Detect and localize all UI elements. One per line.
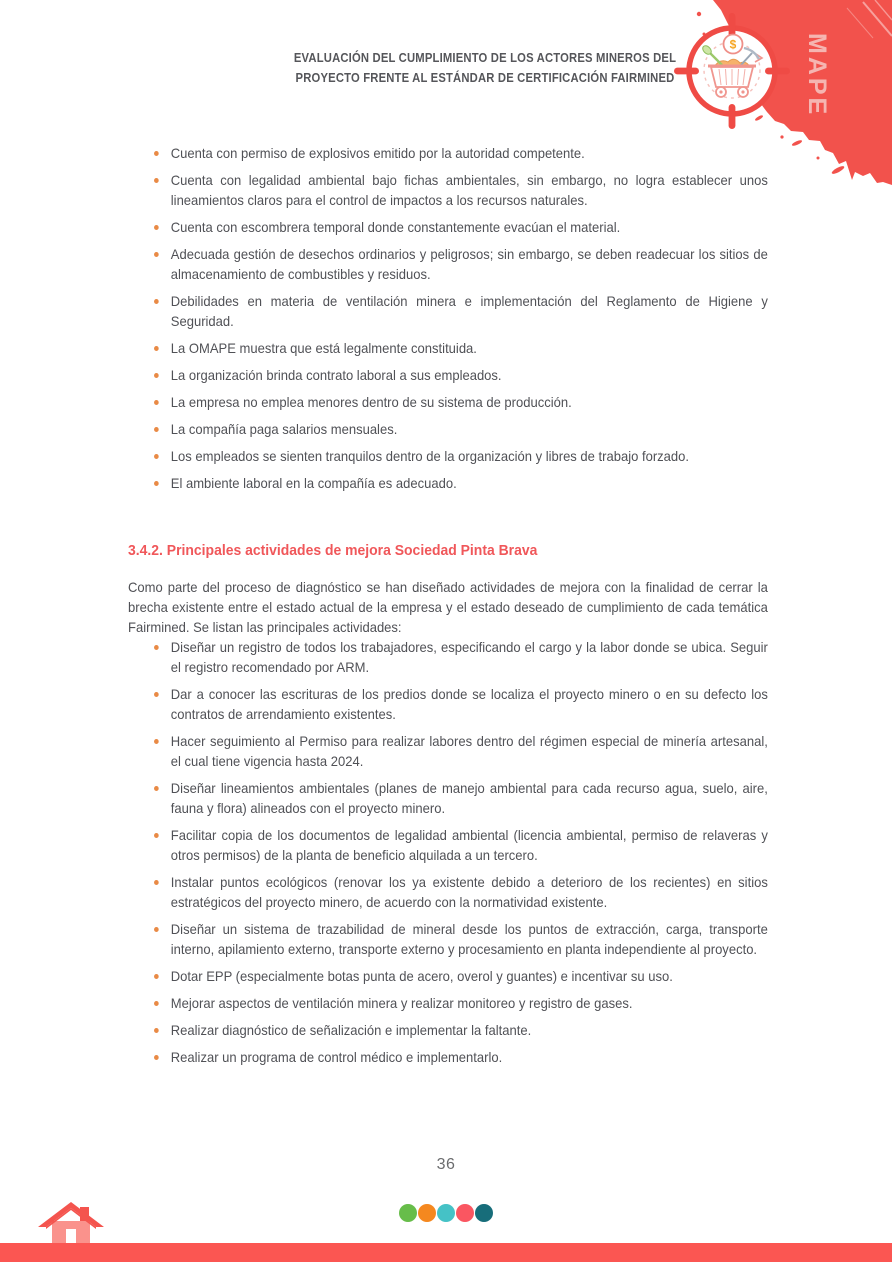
list-item: La compañía paga salarios mensuales. xyxy=(128,419,768,439)
mape-badge-label: MAPE xyxy=(803,33,831,118)
bottom-bar xyxy=(0,1243,892,1262)
content-column xyxy=(128,143,768,1074)
page-number: 36 xyxy=(436,1156,456,1173)
footer-dot-teal xyxy=(437,1204,455,1222)
list-item: Realizar diagnóstico de señalización e implementar la faltante. xyxy=(128,1020,768,1040)
list-item: Realizar un programa de control médico e implementarlo. xyxy=(128,1047,768,1067)
running-head-line2: PROYECTO FRENTE AL ESTÁNDAR DE CERTIFICACIÓN FAIRMINED xyxy=(295,70,675,85)
footer-dot-coral xyxy=(456,1204,474,1222)
list-item: Cuenta con permiso de explosivos emitido por la autoridad competente. xyxy=(128,143,768,163)
svg-text:$: $ xyxy=(729,37,737,52)
list-item: La OMAPE muestra que está legalmente constituida. xyxy=(128,338,768,358)
findings-list xyxy=(128,143,768,493)
list-item: Dar a conocer las escrituras de los predios donde se localiza el proyecto minero o en su defecto los contratos de arrendamiento existentes. xyxy=(128,684,768,724)
list-item: Dotar EPP (especialmente botas punta de acero, overol y guantes) e incentivar su uso. xyxy=(128,966,768,986)
list-item: Cuenta con legalidad ambiental bajo fichas ambientales, sin embargo, no logra establecer unos lineamientos claros para el control de impactos a los recursos naturales. xyxy=(128,170,768,210)
list-item: Diseñar lineamientos ambientales (planes de manejo ambiental para cada recurso agua, suelo, aire, fauna y flora) alineados con el proyecto minero. xyxy=(128,778,768,818)
footer-dot-green xyxy=(399,1204,417,1222)
footer-dot-orange xyxy=(418,1204,436,1222)
list-item: Los empleados se sienten tranquilos dentro de la organización y libres de trabajo forzado. xyxy=(128,446,768,466)
running-head xyxy=(269,49,701,88)
home-icon[interactable] xyxy=(34,1199,108,1245)
footer-dots xyxy=(0,1204,892,1222)
running-head-line1: EVALUACIÓN DEL CUMPLIMIENTO DE LOS ACTORES MINEROS DEL xyxy=(293,51,677,65)
list-item: Instalar puntos ecológicos (renovar los ya existente debido a deterioro de los recientes) en sitios estratégicos del proyecto minero, de acuerdo con la normatividad existente. xyxy=(128,872,768,912)
list-item: Hacer seguimiento al Permiso para realizar labores dentro del régimen especial de minería artesanal, el cual tiene vigencia hasta 2024. xyxy=(128,731,768,771)
activities-list xyxy=(128,637,768,1067)
list-item: La empresa no emplea menores dentro de su sistema de producción. xyxy=(128,392,768,412)
list-item: Mejorar aspectos de ventilación minera y realizar monitoreo y registro de gases. xyxy=(128,993,768,1013)
list-item: Adecuada gestión de desechos ordinarios y peligrosos; sin embargo, se deben readecuar los sitios de almacenamiento de combustibles y residuos. xyxy=(128,244,768,284)
list-item: Diseñar un sistema de trazabilidad de mineral desde los puntos de extracción, carga, transporte interno, apilamiento externo, transporte externo y procesamiento en planta independiente al proyecto. xyxy=(128,919,768,959)
section-heading: 3.4.2. Principales actividades de mejora Sociedad Pinta Brava xyxy=(128,542,538,559)
section-intro: Como parte del proceso de diagnóstico se han diseñado actividades de mejora con la finalidad de cerrar la brecha existente entre el estado actual de la empresa y el estado deseado de cumplimiento de cada temática Fairmined. Se listan las principales actividades: xyxy=(128,579,768,635)
list-item: Debilidades en materia de ventilación minera e implementación del Reglamento de Higiene y Seguridad. xyxy=(128,291,768,331)
list-item: Facilitar copia de los documentos de legalidad ambiental (licencia ambiental, permiso de relaveras y otros permisos) de la planta de beneficio alquilada a un tercero. xyxy=(128,825,768,865)
list-item: Cuenta con escombrera temporal donde constantemente evacúan el material. xyxy=(128,217,768,237)
list-item: La organización brinda contrato laboral a sus empleados. xyxy=(128,365,768,385)
footer-dot-darkteal xyxy=(475,1204,493,1222)
list-item: Diseñar un registro de todos los trabajadores, especificando el cargo y la labor donde se ubica. Seguir el registro recomendado por ARM. xyxy=(128,637,768,677)
list-item: El ambiente laboral en la compañía es adecuado. xyxy=(128,473,768,493)
